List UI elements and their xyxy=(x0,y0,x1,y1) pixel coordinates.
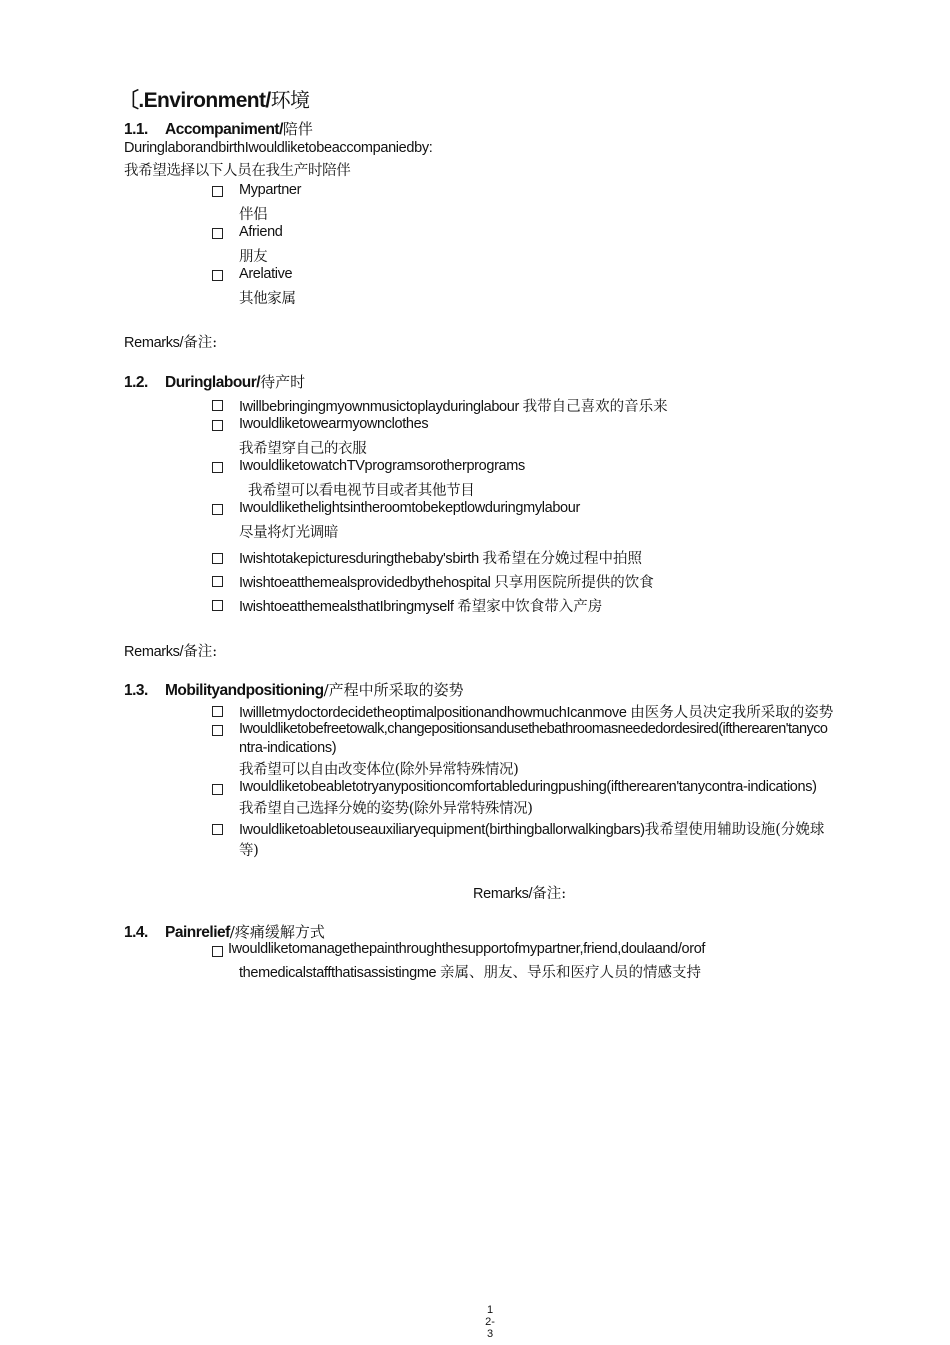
option-label-cn: 我希望可以看电视节目或者其他节目 xyxy=(248,483,475,499)
heading-1-2: 1.2. Duringlabour/待产时 xyxy=(124,373,306,391)
checkbox-own-music[interactable] xyxy=(212,400,223,411)
heading-1-1: 1.1. Accompaniment/陪伴 xyxy=(124,120,313,138)
section-title: 〔.Environment/环境 xyxy=(118,88,310,112)
option-label: Iwouldliketowearmyownclothes xyxy=(239,416,429,432)
heading-1-4: 1.4. Painrelief/疼痛缓解方式 xyxy=(124,923,325,941)
checkbox-free-to-walk[interactable] xyxy=(212,725,223,736)
accompaniment-intro-en: DuringlaborandbirthIwouldliketobeaccompaniedby: xyxy=(124,140,433,156)
checkbox-pushing-position[interactable] xyxy=(212,784,223,795)
option-label-cn: 尽量将灯光调暗 xyxy=(239,525,339,541)
checkbox-watch-tv[interactable] xyxy=(212,462,223,473)
checkbox-auxiliary-equipment[interactable] xyxy=(212,824,223,835)
option-label: Iwouldliketoabletouseauxiliaryequipment(birthingballorwalkingbars)我希望使用辅助设施(分娩球 xyxy=(239,822,825,838)
option-label: Iwouldliketobefreetowalk,changepositionsandusethebathroomasneededordesired(iftherearen'tanyco xyxy=(239,721,828,737)
option-label-cont: themedicalstaffthatisassistingme 亲属、朋友、导乐和医疗人员的情感支持 xyxy=(239,965,701,981)
accompaniment-intro-cn: 我希望选择以下人员在我生产时陪伴 xyxy=(124,163,351,179)
remarks-1-3: Remarks/备注: xyxy=(473,886,567,902)
checkbox-own-clothes[interactable] xyxy=(212,420,223,431)
option-label-cont: 等) xyxy=(239,843,259,859)
checkbox-own-meals[interactable] xyxy=(212,600,223,611)
remarks-1-1: Remarks/备注: xyxy=(124,335,218,351)
option-label: Arelative xyxy=(239,266,293,282)
option-label: Iwouldlikethelightsintheroomtobekeptlowduringmylabour xyxy=(239,500,580,516)
section-marker: 〔 xyxy=(118,89,139,112)
option-label: Afriend xyxy=(239,224,283,240)
option-label-cont: ntra-indications) xyxy=(239,740,337,756)
page-number: 1 2- 3 xyxy=(485,1304,495,1340)
option-label-cn: 我希望可以自由改变体位(除外异常特殊情况) xyxy=(239,762,519,778)
checkbox-friend[interactable] xyxy=(212,228,223,239)
remarks-1-2: Remarks/备注: xyxy=(124,644,218,660)
option-label: IwillletmydoctordecidetheoptimalpositionandhowmuchIcanmove 由医务人员决定我所采取的姿势 xyxy=(239,705,834,721)
checkbox-partner[interactable] xyxy=(212,186,223,197)
option-label: Iwouldliketomanagethepainthroughthesupportofmypartner,friend,doulaand/orof xyxy=(228,941,706,957)
checkbox-take-pictures[interactable] xyxy=(212,553,223,564)
option-label: Mypartner xyxy=(239,182,302,198)
option-label: IwouldliketowatchTVprogramsorotherprograms xyxy=(239,458,525,474)
option-label: Iwishtoeatthemealsprovidedbythehospital 只享用医院所提供的饮食 xyxy=(239,575,654,591)
option-label-cn: 朋友 xyxy=(239,249,268,265)
option-label: Iwouldliketobeabletotryanypositioncomfortableduringpushing(iftherearen'tanycontra-indications) xyxy=(239,779,817,795)
option-label-cn: 我希望自己选择分娩的姿势(除外异常特殊情况) xyxy=(239,801,533,817)
option-label-cn: 伴侣 xyxy=(239,207,268,223)
checkbox-doctor-decides[interactable] xyxy=(212,706,223,717)
checkbox-relative[interactable] xyxy=(212,270,223,281)
checkbox-pain-support[interactable] xyxy=(212,946,223,957)
heading-1-3: 1.3. Mobilityandpositioning/产程中所采取的姿势 xyxy=(124,681,464,699)
option-label: Iwillbebringingmyownmusictoplayduringlabour 我带自己喜欢的音乐来 xyxy=(239,399,668,415)
option-label-cn: 其他家属 xyxy=(239,291,296,307)
checkbox-lights-low[interactable] xyxy=(212,504,223,515)
option-label: Iwishtotakepicturesduringthebaby'sbirth 我希望在分娩过程中拍照 xyxy=(239,551,642,567)
option-label-cn: 我希望穿自己的衣服 xyxy=(239,441,367,457)
checkbox-hospital-meals[interactable] xyxy=(212,576,223,587)
option-label: IwishtoeatthemealsthatIbringmyself 希望家中饮食带入产房 xyxy=(239,599,603,615)
